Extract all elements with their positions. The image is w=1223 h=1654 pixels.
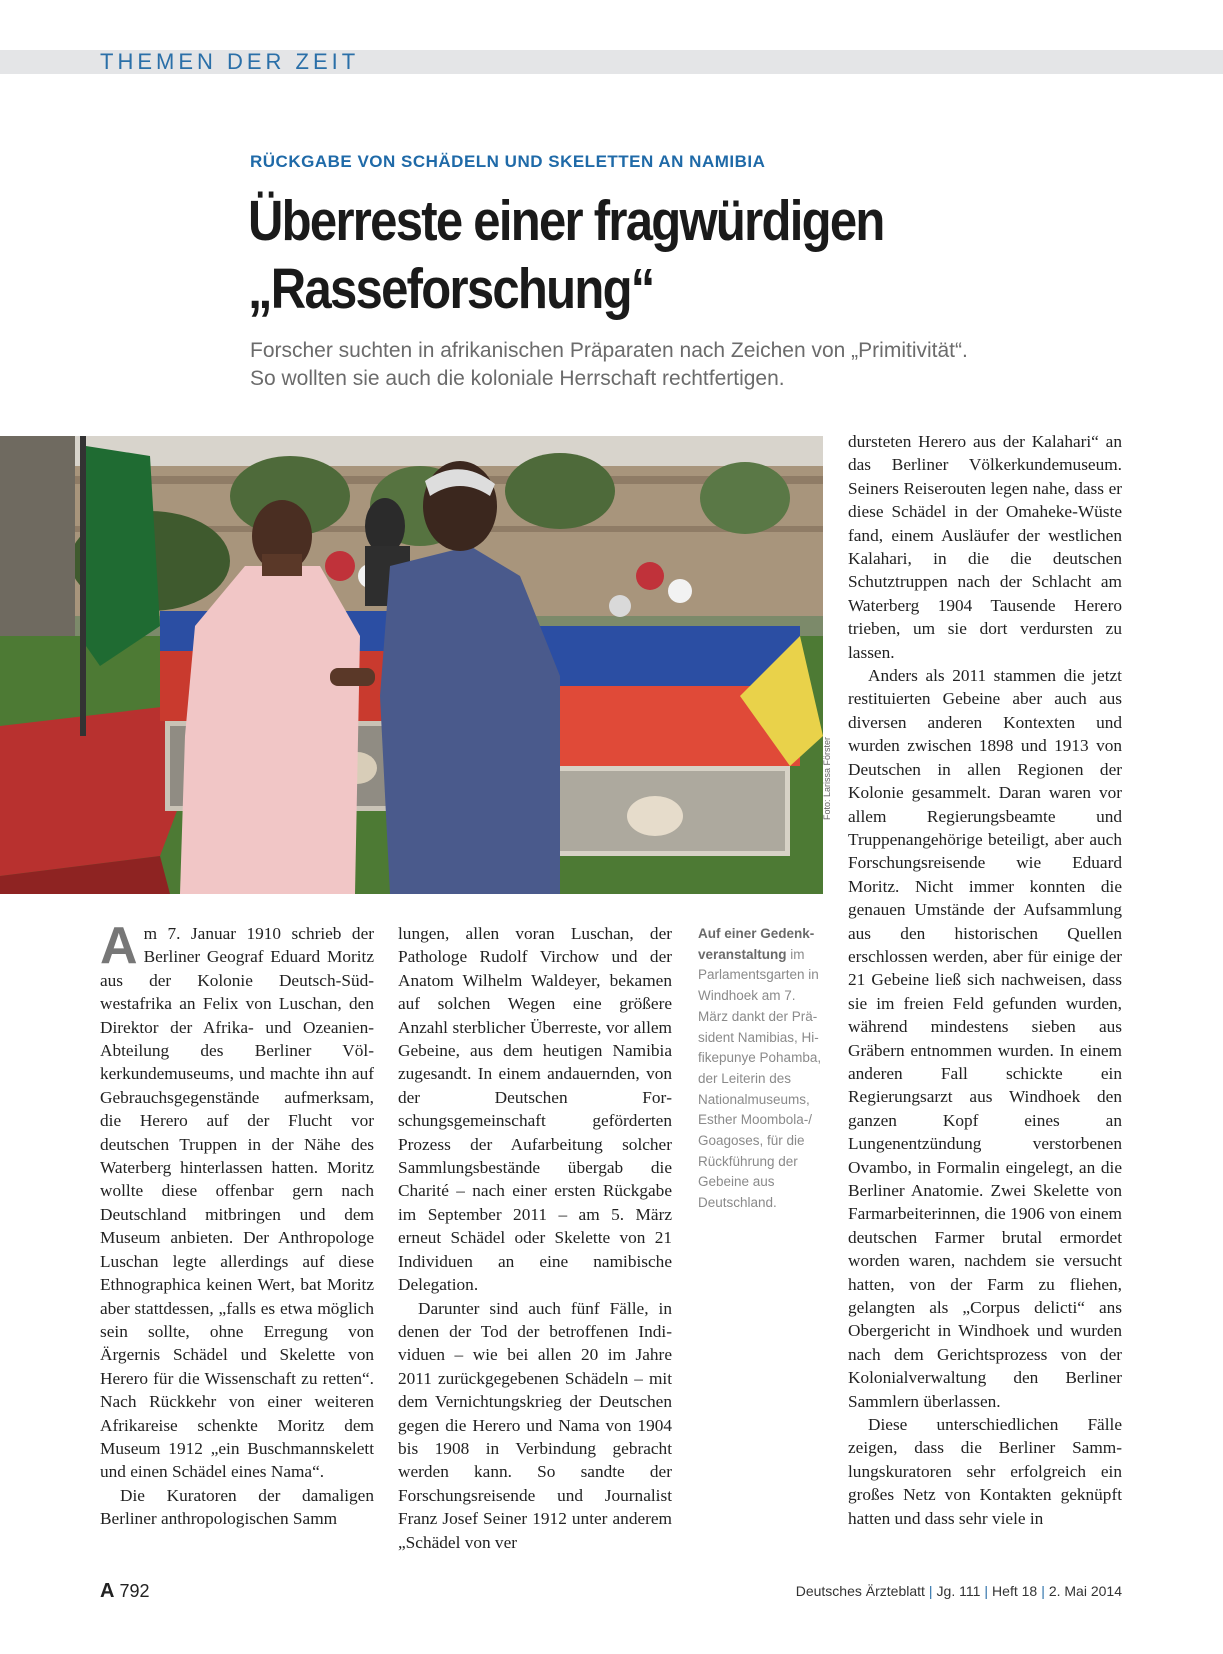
- caption-lead: Auf einer Gedenkveranstaltung: [698, 926, 815, 962]
- paragraph: Diese unterschiedlichen Fälle zeigen, dass die Berliner Sammlungskuratoren sehr erfolgreich ein großes Netz von Kontakten geknüpft hatten und dass sehr viele in: [848, 1415, 1122, 1528]
- caption-text: im Parlamentsgarten in Windhoek am 7. März dankt der Präsident Namibias, Hifikepunye Pohamba, der Leiterin des Nationalmuseums, Esther Moombola-/ Goagoses, für die Rückführung der Gebeine aus Deutschland.: [698, 946, 822, 1211]
- page-prefix: A: [100, 1580, 115, 1602]
- deck-line-2: So wollten sie auch die koloniale Herrschaft rechtfertigen.: [250, 367, 785, 390]
- article-kicker: RÜCKGABE VON SCHÄDELN UND SKELETTEN AN NAMIBIA: [250, 152, 766, 171]
- article-title: [248, 187, 1022, 323]
- journal-volume: Jg. 111: [936, 1583, 981, 1599]
- paragraph: lungen, allen voran Luschan, der Pathologe Rudolf Virchow und der Anatom Wilhelm Waldeyer, bekamen auf solchen Wegen eine größere Anzahl sterblicher Überreste, vor allem Gebeine, aus dem heutigen Namibia zugesandt. In einem andauernden, von der Deutschen Forschungsgemeinschaft geförderten Prozess der Aufarbeitung solcher Sammlungsbestände übergab die Charité – nach einer ersten Rückgabe im September 2011 – am 5. März erneut Schädel oder Skelette von 21 Individuen an eine namibische Delegation.: [398, 924, 672, 1295]
- text-column-1: [100, 917, 374, 1531]
- paragraph: Darunter sind auch fünf Fälle, in denen der Tod der betroffenen Individuen – wie bei allen 20 im Jahre 2011 zurückgegebenen Schädeln – mit dem Vernichtungskrieg der Deutschen gegen die Herero und Nama von 1904 bis 1908 in Verbindung gebracht werden kann. So sandte der Forschungsreisende und Journalist Franz Josef Seiner 1912 unter anderem „Schädel von ver: [398, 1298, 672, 1552]
- journal-info: [796, 1583, 1122, 1599]
- title-line-2: „Rasseforschung“: [248, 257, 654, 321]
- journal-date: 2. Mai 2014: [1048, 1583, 1122, 1599]
- journal-issue: Heft 18: [992, 1583, 1038, 1599]
- photo-caption: [698, 924, 826, 1214]
- deck-line-1: Forscher suchten in afrikanischen Präparaten nach Zeichen von „Primitivität“.: [250, 339, 968, 362]
- title-line-1: Überreste einer fragwürdigen: [248, 189, 884, 253]
- paragraph: dursteten Herero aus der Kalahari“ an das Berliner Völkerkundemuseum. Seiners Reiserouten legen nahe, dass er diese Schädel in der Omaheke-Wüste fand, einem Ausläufer der westlichen Kalahari, in die die deutschen Schutztruppen nach der Schlacht am Waterberg 1904 Tausende Herero trieben, um sie dort verdursten zu lassen.: [848, 432, 1122, 662]
- separator: |: [928, 1583, 933, 1599]
- page-number-value: 792: [114, 1581, 150, 1601]
- dropcap: A: [100, 917, 138, 975]
- photo-credit: Foto: Larissa Förster: [822, 736, 832, 820]
- journal-name: Deutsches Ärzteblatt: [795, 1583, 925, 1599]
- paragraph: Anders als 2011 stammen die jetzt restituierten Gebeine aber auch aus diversen anderen Kontexten und wurden zwischen 1898 und 1913 von Deutschen in allen Regionen der Kolonie gesammelt. Daran waren vor allem Regierungsbeamte und Truppenangehörige beteiligt, aber auch Forschungsreisende wie Eduard Moritz. Nicht immer konnten die genauen Umstände der Aufsammlung aus den historischen Quellen erschlossen werden, aber für einige der 21 Gebeine ließ sich nachweisen, dass sie im freien Feld gefunden wurden, während mindestens sieben aus Gräbern entnommen wurden. In einem anderen Fall schickte ein Regierungsarzt aus Windhoek den ganzen Kopf eines an Lungenentzündung verstorbenen Ovambo, in Formalin eingelegt, an die Berliner Anatomie. Zwei Skelette von Farmarbeiterinnen, die 1906 von einem deutschen Farmer brutal ermordet worden waren, nachdem sie versucht hatten, von der Farm zu fliehen, gelangten als „Corpus delicti“ ans Obergericht in Windhoek und wurden nach dem Gerichtsprozess von der Kolonialverwaltung den Berliner Sammlern überlassen.: [848, 666, 1122, 1411]
- page-number: [100, 1580, 150, 1603]
- paragraph-text: m 7. Januar 1910 schrieb der Berliner Geograf Eduard Moritz aus der Kolonie Deutsch-Südwestafrika an Felix von Luschan, den Direktor der Afrika- und Ozeanien-Abteilung des Berliner Völkerkundemuseums, und machte ihn auf Gebrauchsgegenstände aufmerksam, die Herero auf der Flucht vor deutschen Truppen in der Nähe des Waterberg hinterlassen hatten. Moritz wollte diese offenbar gern nach Deutschland mitbringen und dem Museum anbieten. Der Anthropologe Luschan legte allerdings auf diese Ethnographica keinen Wert, bat Moritz aber stattdessen, „falls es etwa möglich sein sollte, ohne Erregung von Ärgernis Schädel und Skelette von Herero für die Wissenschaft zu retten“. Nach Rückkehr von einer weiteren Afrikareise schenkte Moritz dem Museum 1912 „ein Buschmannskelett und einen Schädel eines Nama“.: [100, 924, 374, 1482]
- text-column-2: [398, 922, 672, 1554]
- paragraph: [100, 917, 374, 1484]
- text-column-4: [848, 430, 1122, 1530]
- separator: |: [984, 1583, 989, 1599]
- photo-illustration: [0, 436, 823, 894]
- article-photo: [0, 436, 823, 894]
- section-label: THEMEN DER ZEIT: [100, 49, 360, 74]
- article-deck: [250, 337, 1150, 393]
- paragraph: Die Kuratoren der damaligen Berliner anthropologischen Samm: [100, 1485, 374, 1529]
- separator: |: [1041, 1583, 1045, 1599]
